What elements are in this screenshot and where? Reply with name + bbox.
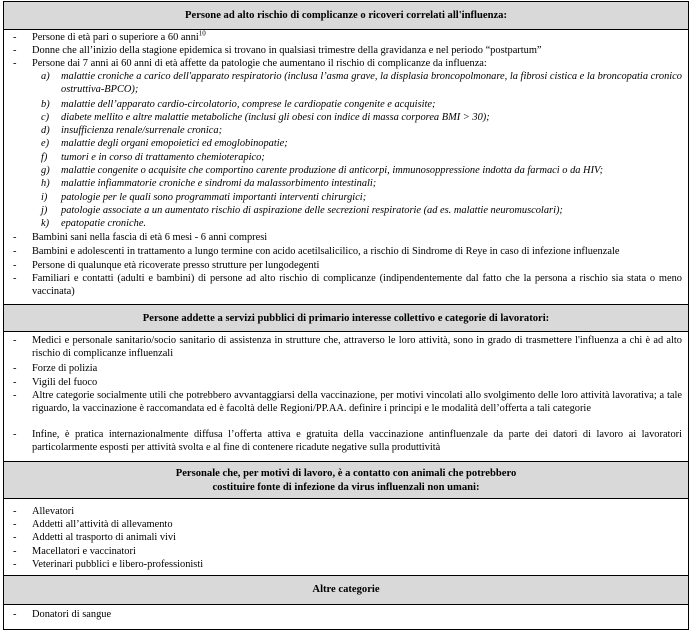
list-item-text: Allevatori <box>32 506 75 517</box>
section-header-animal-contact <box>4 461 688 499</box>
sub-list-item <box>41 99 682 112</box>
list-item <box>13 335 682 361</box>
section-title: Altre categorie <box>312 584 380 595</box>
list-item-text: Bambini e adolescenti in trattamento a lungo termine con acido acetilsalicilico, a rischio di Sindrome di Reye in caso di infezione influenzale <box>32 246 620 257</box>
list-item-text: Persone di età pari o superiore a 60 anni$^{10}$ <box>32 29 206 43</box>
section-title: Persone addette a servizi pubblici di primario interesse collettivo e categorie di lavoratori: <box>142 313 550 324</box>
list-item <box>13 519 682 532</box>
bullet-dash: - <box>13 559 17 570</box>
sub-list-item <box>41 112 682 125</box>
sub-item-letter: k) <box>41 218 50 229</box>
list-item <box>13 29 682 45</box>
list-item-text: Addetti al trasporto di animali vivi <box>32 532 176 543</box>
sub-list-item <box>41 178 682 191</box>
bullet-dash: - <box>13 377 17 388</box>
vaccination-categories-table <box>3 1 689 630</box>
sub-item-text: diabete mellito e altre malattie metaboliche (inclusi gli obesi con indice di massa corporea BMI > 30); <box>61 112 490 123</box>
sub-item-text: tumori e in corso di trattamento chemioterapico; <box>61 152 265 163</box>
sub-item-text: malattie dell’apparato cardio-circolatorio, comprese le cardiopatie congenite e acquisite; <box>61 99 436 110</box>
footnote-marker: 10 <box>198 29 206 38</box>
sub-list-item <box>41 125 682 138</box>
list-item <box>13 559 682 572</box>
bullet-dash: - <box>13 45 17 56</box>
sub-list-item <box>41 152 682 165</box>
sub-item-text: malattie infiammatorie croniche e sindromi da malassorbimento intestinali; <box>61 178 377 189</box>
bullet-dash: - <box>13 546 17 557</box>
bullet-dash: - <box>13 246 17 257</box>
bullet-dash: - <box>13 609 17 620</box>
section-header-public-services <box>4 304 688 332</box>
sub-list-item <box>41 192 682 205</box>
section-header-high-risk <box>4 2 688 30</box>
sub-item-text: malattie congenite o acquisite che comportino carente produzione di anticorpi, immunosoppressione indotta da farmaci o da HIV; <box>61 165 604 176</box>
sub-item-letter: e) <box>41 138 50 149</box>
list-item <box>13 58 682 71</box>
sub-item-letter: a) <box>41 71 50 82</box>
sub-item-letter: d) <box>41 125 50 136</box>
bullet-dash: - <box>13 273 17 284</box>
sub-item-letter: h) <box>41 178 50 189</box>
list-item <box>13 546 682 559</box>
bullet-dash: - <box>13 32 17 43</box>
list-item-text: Addetti all’attività di allevamento <box>32 519 173 530</box>
sub-list-item <box>41 205 682 218</box>
sub-list-item <box>41 218 682 231</box>
bullet-dash: - <box>13 429 17 440</box>
list-item <box>13 246 682 259</box>
list-item-text: Macellatori e vaccinatori <box>32 546 136 557</box>
bullet-dash: - <box>13 232 17 243</box>
list-item-text: Donatori di sangue <box>32 609 112 620</box>
list-item <box>13 45 682 58</box>
section-header-other <box>4 575 688 605</box>
list-item-text: Infine, è pratica internazionalmente diffusa l’offerta attiva e gratuita della vaccinazione antinfluenzale da parte dei datori di lavoro ai lavoratori particolarmente esposti per attività svolta e al fine di contenere ricadute negative sulla produttività <box>32 429 682 453</box>
bullet-dash: - <box>13 519 17 530</box>
sub-item-letter: b) <box>41 99 50 110</box>
list-item <box>13 506 682 519</box>
list-item-text: Forze di polizia <box>32 363 98 374</box>
sub-item-letter: i) <box>41 192 48 203</box>
section-title: Persone ad alto rischio di complicanze o ricoveri correlati all'influenza: <box>185 10 507 21</box>
sub-list-item <box>41 71 682 97</box>
bullet-dash: - <box>13 335 17 346</box>
list-item-text: Medici e personale sanitario/socio sanitario di assistenza in strutture che, attraverso le loro attività, sono in grado di trasmettere l'influenza a chi è ad alto rischio di complicanze influenzali <box>32 335 682 359</box>
sub-item-letter: g) <box>41 165 50 176</box>
sub-list-item <box>41 138 682 151</box>
list-item <box>13 532 682 545</box>
list-item-text: Vigili del fuoco <box>32 377 98 388</box>
list-item-text: Donne che all’inizio della stagione epidemica si trovano in qualsiasi trimestre della gravidanza e nel periodo “postpartum” <box>32 45 542 56</box>
list-item <box>13 429 682 455</box>
list-item-text: Persone di qualunque età ricoverate presso strutture per lungodegenti <box>32 260 320 271</box>
list-item-text: Veterinari pubblici e libero-professionisti <box>32 559 204 570</box>
section-title-line-2: costituire fonte di infezione da virus influenzali non umani: <box>212 481 480 493</box>
list-item-text: Bambini sani nella fascia di età 6 mesi - 6 anni compresi <box>32 232 268 243</box>
sub-item-text: epatopatie croniche. <box>61 218 147 229</box>
list-item <box>13 273 682 299</box>
list-item <box>13 377 682 390</box>
list-item <box>13 260 682 273</box>
list-item <box>13 390 682 416</box>
list-item-text: Persone dai 7 anni ai 60 anni di età affette da patologie che aumentano il rischio di complicanze da influenza: <box>32 58 487 69</box>
sub-item-text: malattie croniche a carico dell'apparato respiratorio (inclusa l’asma grave, la displasia broncopolmonare, la fibrosi cistica e la broncopatia cronico ostruttiva-BPCO); <box>61 71 682 95</box>
bullet-dash: - <box>13 532 17 543</box>
list-item-text: Altre categorie socialmente utili che potrebbero avvantaggiarsi della vaccinazione, per motivi vincolati allo svolgimento delle loro attività lavorativa; a tale riguardo, la vaccinazione è raccomandata ed è facoltà delle Regioni/PP.AA. definire i principi e le modalità dell’offerta a tali categorie <box>32 390 682 414</box>
bullet-dash: - <box>13 390 17 401</box>
sub-item-text: patologie associate a un aumentato rischio di aspirazione delle secrezioni respiratorie (ad es. malattie neuromuscolari); <box>61 205 563 216</box>
list-item <box>13 609 682 622</box>
section-title-line-1: Personale che, per motivi di lavoro, è a contatto con animali che potrebbero <box>175 468 517 479</box>
sub-item-letter: f) <box>41 152 48 163</box>
bullet-dash: - <box>13 506 17 517</box>
sub-list-item <box>41 165 682 178</box>
sub-item-text: insufficienza renale/surrenale cronica; <box>61 125 223 136</box>
list-item-text: Familiari e contatti (adulti e bambini) di persone ad alto rischio di complicanze (indipendentemente dal fatto che la persona a rischio sia stata o meno vaccinata) <box>32 273 682 297</box>
list-item <box>13 363 682 376</box>
bullet-dash: - <box>13 58 17 69</box>
bullet-dash: - <box>13 260 17 271</box>
sub-item-text: patologie per le quali sono programmati importanti interventi chirurgici; <box>61 192 367 203</box>
sub-item-letter: j) <box>41 205 48 216</box>
sub-item-text: malattie degli organi emopoietici ed emoglobinopatie; <box>61 138 288 149</box>
sub-item-letter: c) <box>41 112 50 123</box>
bullet-dash: - <box>13 363 17 374</box>
list-item <box>13 232 682 245</box>
